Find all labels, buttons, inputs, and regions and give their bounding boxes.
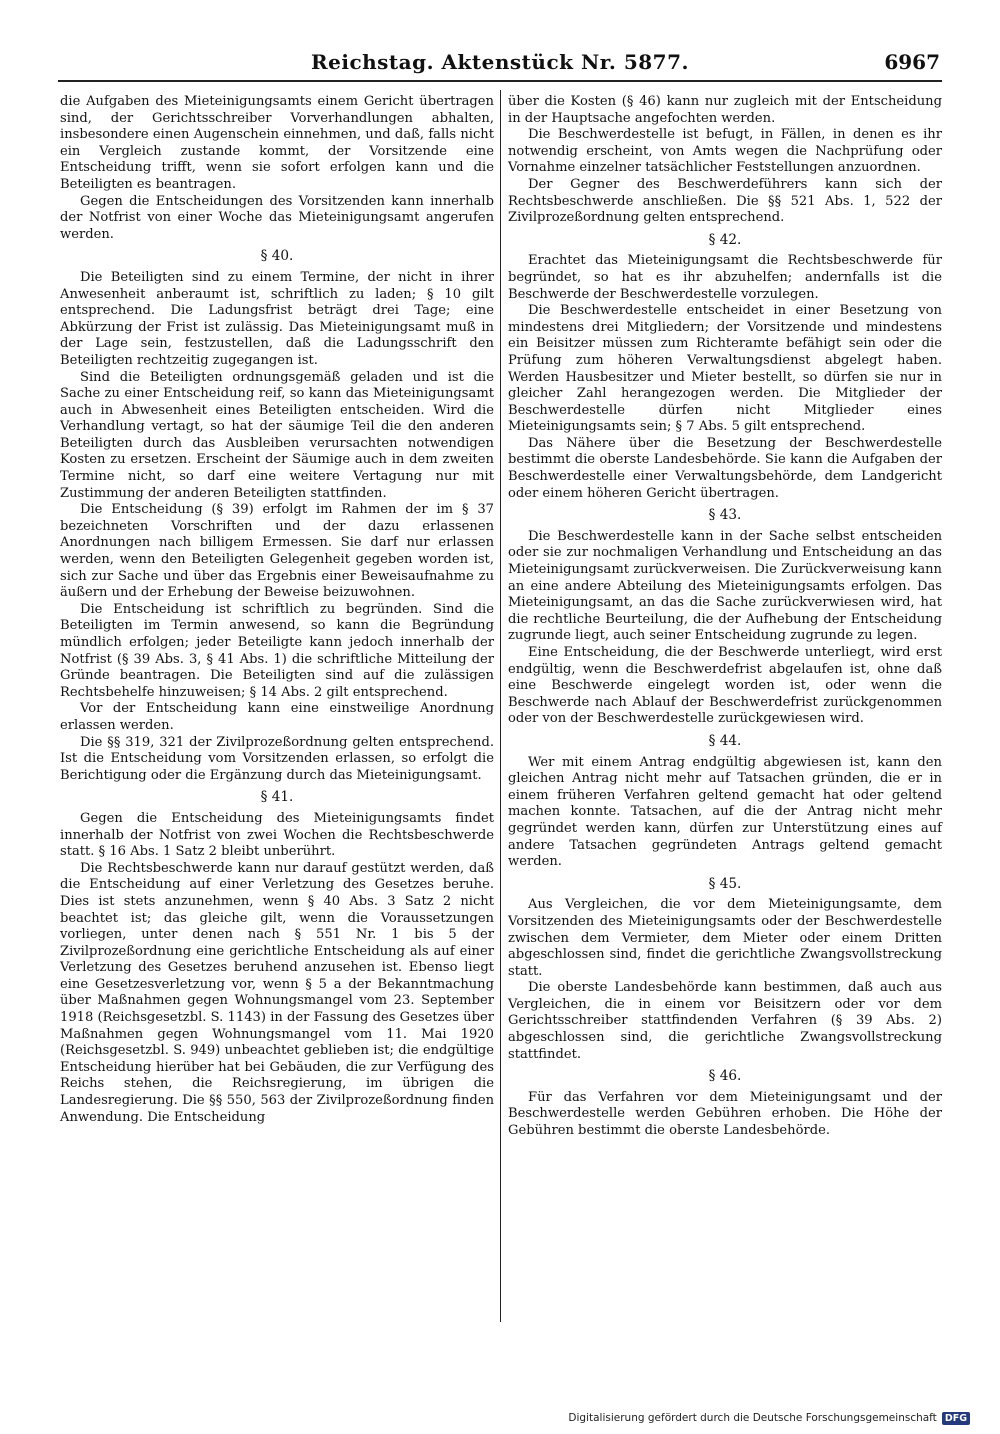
paragraph: Die Beschwerdestelle entscheidet in einer Besetzung von mindestens drei Mitgliedern; der Vorsitzende und mindestens ein Beisitzer müssen zum Richteramte befähigt sein oder die Prüfung zum höheren Verwaltungsdienst abgelegt haben. Werden Hausbesitzer und Mieter bestellt, so dürfen sie nur in gleicher Zahl herangezogen werden. Die Mitglieder der Beschwerdestelle dürfen nicht Mitglieder eines Mieteinigungsamts sein; § 7 Abs. 5 gilt entsprechend.	[508, 303, 942, 435]
paragraph: Sind die Beteiligten ordnungsgemäß geladen und ist die Sache zu einer Entscheidung reif, so kann das Mieteinigungsamt auch in Abwesenheit eines Beteiligten entscheiden. Wird die Verhandlung vertagt, so hat der säumige Teil die den anderen Beteiligten durch das Ausbleiben verursachten notwendigen Kosten zu ersetzen. Erscheint der Säumige auch in dem zweiten Termine nicht, so darf eine weitere Vertagung nur mit Zustimmung der anderen Beteiligten stattfinden.	[60, 369, 494, 501]
right-column	[508, 94, 942, 1140]
paragraph: Erachtet das Mieteinigungsamt die Rechtsbeschwerde für begründet, so hat es ihr abzuhelfen; andernfalls ist die Beschwerde der Beschwerdestelle vorzulegen.	[508, 253, 942, 302]
page-number: 6967	[884, 50, 940, 74]
paragraph: Die Entscheidung ist schriftlich zu begründen. Sind die Beteiligten im Termin anwesend, so kann die Begründung mündlich erfolgen; jeder Beteiligte kann jedoch innerhalb der Notfrist (§ 39 Abs. 3, § 41 Abs. 1) die schriftliche Mitteilung der Gründe beantragen. Die Beteiligten sind auf die zulässigen Rechtsbehelfe hinzuweisen; § 14 Abs. 2 gilt entsprechend.	[60, 601, 494, 700]
paragraph: Aus Vergleichen, die vor dem Mieteinigungsamte, dem Vorsitzenden des Mieteinigungsamts oder der Beschwerdestelle zwischen dem Vermieter, dem Mieter oder einem Dritten abgeschlossen sind, findet die gerichtliche Zwangsvollstreckung statt.	[508, 897, 942, 979]
paragraph: Das Nähere über die Besetzung der Beschwerdestelle bestimmt die oberste Landesbehörde. Sie kann die Aufgaben der Beschwerdestelle einer Verwaltungsbehörde, dem Landgericht oder einem höheren Gericht übertragen.	[508, 435, 942, 501]
paragraph: die Aufgaben des Mieteinigungsamts einem Gericht übertragen sind, der Gerichtsschreiber Vorverhandlungen abhalten, insbesondere einen Augenschein einnehmen, und daß, falls nicht ein Vergleich zustande kommt, der Vorsitzende eine Entscheidung trifft, wenn sie sofort erfolgen kann und die Beteiligten es beantragen.	[60, 94, 494, 192]
section-heading: § 45.	[708, 875, 742, 892]
paragraph: Die oberste Landesbehörde kann bestimmen, daß auch aus Vergleichen, die in einem vor Beisitzern oder vor dem Gerichtsschreiber stattfindenden Verfahren (§ 39 Abs. 2) abgeschlossen sind, die gerichtliche Zwangsvollstreckung stattfindet.	[508, 980, 942, 1062]
digitization-credit	[568, 1410, 970, 1426]
dfg-logo-icon: DFG	[942, 1412, 970, 1425]
paragraph: Die Rechtsbeschwerde kann nur darauf gestützt werden, daß die Entscheidung auf einer Verletzung des Gesetzes beruhe. Dies ist stets anzunehmen, wenn § 40 Abs. 3 Satz 2 nicht beachtet ist; das gleiche gilt, wenn die Voraussetzungen vorliegen, unter denen nach § 551 Nr. 1 bis 5 der Zivilprozeßordnung eine gerichtliche Entscheidung als auf einer Verletzung des Gesetzes beruhend anzusehen ist. Ebenso liegt eine Gesetzesverletzung vor, wenn § 5 a der Bekanntmachung über Maßnahmen gegen Wohnungsmangel vom 23. September 1918 (Reichsgesetzbl. S. 1143) in der Fassung des Gesetzes über Maßnahmen gegen Wohnungsmangel vom 11. Mai 1920 (Reichsgesetzbl. S. 949) unbeachtet geblieben ist; die endgültige Entscheidung hierüber hat bei Gebäuden, die zur Verfügung des Reichs stehen, die Reichsregierung, im übrigen die Landesregierung. Die §§ 550, 563 der Zivilprozeßordnung finden Anwendung. Die Entscheidung	[60, 860, 494, 1125]
left-column	[60, 94, 494, 1126]
section-heading: § 41.	[260, 789, 294, 806]
paragraph: Wer mit einem Antrag endgültig abgewiesen ist, kann den gleichen Antrag nicht mehr auf Tatsachen gründen, die er in einem früheren Verfahren geltend gemacht hat oder geltend machen konnte. Tatsachen, auf die der Antrag nicht mehr gegründet werden kann, dürfen zur Unterstützung eines auf andere Tatsachen gegründeten Antrags geltend gemacht werden.	[508, 754, 942, 870]
paragraph: Eine Entscheidung, die der Beschwerde unterliegt, wird erst endgültig, wenn die Beschwerdefrist abgelaufen ist, ohne daß eine Beschwerde eingelegt worden ist, oder wenn die Beschwerde nach Ablauf der Beschwerdefrist zurückgenommen oder von der Beschwerdestelle zurückgewiesen wird.	[508, 645, 942, 727]
section-heading: § 42.	[708, 231, 742, 248]
header-rule	[58, 80, 942, 82]
paragraph: Vor der Entscheidung kann eine einstweilige Anordnung erlassen werden.	[60, 701, 494, 733]
section-heading: § 46.	[708, 1068, 742, 1085]
page-header	[60, 48, 940, 76]
paragraph: Gegen die Entscheidung des Mieteinigungsamts findet innerhalb der Notfrist von zwei Wochen die Rechtsbeschwerde statt. § 16 Abs. 1 Satz 2 bleibt unberührt.	[60, 810, 494, 860]
section-heading: § 43.	[708, 507, 742, 524]
paragraph: Die Beschwerdestelle kann in der Sache selbst entscheiden oder sie zur nochmaligen Verhandlung und Entscheidung an das Mieteinigungsamt zurückverweisen. Die Zurückverweisung kann an eine andere Abteilung des Mieteinigungsamts erfolgen. Das Mieteinigungsamt, an das die Sache zurückverwiesen wird, hat die rechtliche Beurteilung, die der Aufhebung der Entscheidung zugrunde liegt, auch seiner Entscheidung zugrunde zu legen.	[508, 528, 942, 644]
paragraph: Die §§ 319, 321 der Zivilprozeßordnung gelten entsprechend. Ist die Entscheidung vom Vorsitzenden erlassen, so erfolgt die Berichtigung oder die Ergänzung durch das Mieteinigungsamt.	[60, 734, 494, 783]
running-title: Reichstag. Aktenstück Nr. 5877.	[311, 50, 689, 74]
section-heading: § 44.	[708, 732, 742, 749]
paragraph: Der Gegner des Beschwerdeführers kann sich der Rechtsbeschwerde anschließen. Die §§ 521 Abs. 1, 522 der Zivilprozeßordnung gelten entsprechend.	[508, 176, 942, 226]
paragraph: über die Kosten (§ 46) kann nur zugleich mit der Entscheidung in der Hauptsache angefochten werden.	[508, 94, 942, 126]
paragraph: Für das Verfahren vor dem Mieteinigungsamt und der Beschwerdestelle werden Gebühren erhoben. Die Höhe der Gebühren bestimmt die oberste Landesbehörde.	[508, 1089, 942, 1139]
paragraph: Gegen die Entscheidungen des Vorsitzenden kann innerhalb der Notfrist von einer Woche das Mieteinigungsamt angerufen werden.	[60, 193, 494, 242]
paragraph: Die Beteiligten sind zu einem Termine, der nicht in ihrer Anwesenheit anberaumt ist, schriftlich zu laden; § 10 gilt entsprechend. Die Ladungsfrist beträgt drei Tage; eine Abkürzung der Frist ist zulässig. Das Mieteinigungsamt muß in der Lage sein, festzustellen, daß die Ladungsschrift den Beteiligten rechtzeitig zugegangen ist.	[60, 269, 494, 368]
paragraph: Die Beschwerdestelle ist befugt, in Fällen, in denen es ihr notwendig erscheint, von Amts wegen die Nachprüfung oder Vornahme einzelner tatsächlicher Feststellungen anzuordnen.	[508, 127, 942, 176]
credit-text: Digitalisierung gefördert durch die Deutsche Forschungsgemeinschaft	[568, 1412, 937, 1424]
paragraph: Die Entscheidung (§ 39) erfolgt im Rahmen der im § 37 bezeichneten Vorschriften und der dazu erlassenen Anordnungen nach billigem Ermessen. Sie darf nur erlassen werden, wenn den Beteiligten Gelegenheit gegeben worden ist, sich zur Sache und über das Ergebnis einer Beweisaufnahme zu äußern und der Erhebung der Beweise beizuwohnen.	[60, 502, 494, 601]
section-heading: § 40.	[260, 248, 294, 265]
column-divider	[500, 90, 501, 1322]
